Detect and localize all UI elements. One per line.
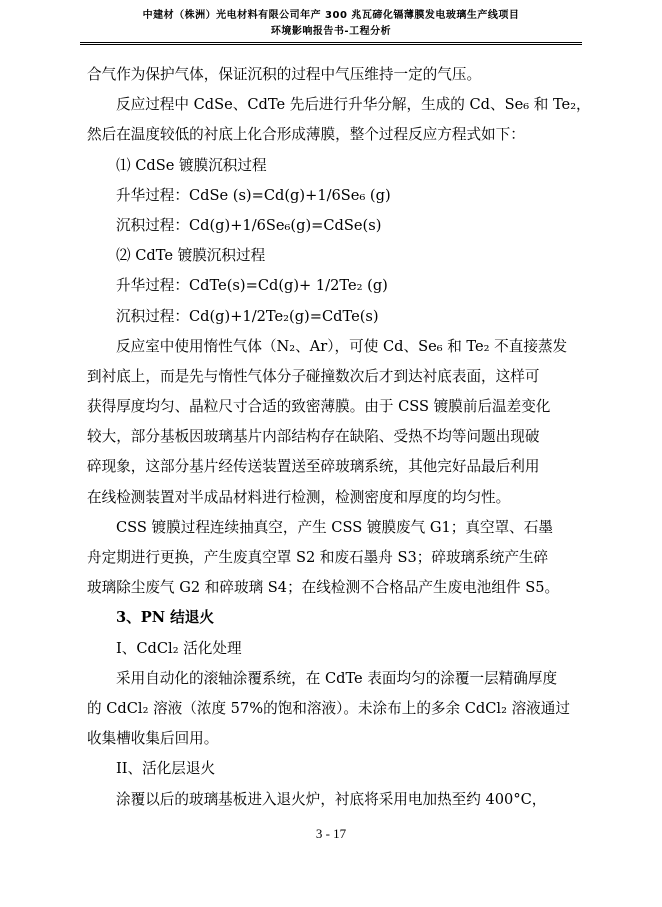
text-line: 采用自动化的滚轴涂覆系统，在 CdTe 表面均匀的涂覆一层精确厚度 <box>116 669 558 687</box>
body-text <box>87 60 591 815</box>
text-line: CSS 镀膜过程连续抽真空，产生 CSS 镀膜废气 G1；真空罩、石墨 <box>116 518 553 536</box>
text-line: ⑴ CdSe 镀膜沉积过程 <box>116 156 267 174</box>
header-subtitle: 环境影响报告书-工程分析 <box>270 26 392 37</box>
text-line: 玻璃除尘废气 G2 和碎玻璃 S4；在线检测不合格品产生废电池组件 S5。 <box>87 579 560 597</box>
page-number: 3 - 17 <box>315 826 347 841</box>
header-rule <box>80 42 582 45</box>
text-line: 反应过程中 CdSe、CdTe 先后进行升华分解，生成的 Cd、Se₆ 和 Te₂， <box>116 96 591 114</box>
text-line: 然后在温度较低的衬底上化合形成薄膜，整个过程反应方程式如下： <box>87 126 525 144</box>
text-line: 舟定期进行更换，产生废真空罩 S2 和废石墨舟 S3；碎玻璃系统产生碎 <box>87 549 549 566</box>
text-line: 合气作为保护气体，保证沉积的过程中气压维持一定的气压。 <box>87 66 482 83</box>
text-line: 沉积过程：Cd(g)+1/2Te₂(g)=CdTe(s) <box>116 307 379 325</box>
section-heading: 3、PN 结退火 <box>116 609 214 627</box>
text-line: 在线检测装置对半成品材料进行检测，检测密度和厚度的均匀性。 <box>87 488 511 506</box>
text-line: 碎现象，这部分基片经传送装置送至碎玻璃系统，其他完好品最后利用 <box>87 458 540 476</box>
text-line: II、活化层退火 <box>116 760 216 778</box>
text-line: 获得厚度均匀、晶粒尺寸合适的致密薄膜。由于 CSS 镀膜前后温差变化 <box>87 398 551 416</box>
text-line: 收集槽收集后回用。 <box>87 730 219 748</box>
text-line: 升华过程：CdTe(s)=Cd(g)+ 1/2Te₂ (g) <box>116 277 388 295</box>
running-header <box>80 8 582 40</box>
text-line: 到衬底上，而是先与惰性气体分子碰撞数次后才到达衬底表面，这样可 <box>87 367 540 385</box>
text-line: 沉积过程：Cd(g)+1/6Se₆(g)=CdSe(s) <box>116 216 382 234</box>
text-line: 涂覆以后的玻璃基板进入退火炉，衬底将采用电加热至约 400°C， <box>116 790 547 808</box>
text-line: 较大，部分基板因玻璃基片内部结构存在缺陷、受热不均等问题出现破 <box>87 428 540 446</box>
text-line: I、CdCl₂ 活化处理 <box>116 639 242 657</box>
text-line: ⑵ CdTe 镀膜沉积过程 <box>116 247 266 265</box>
text-line: 升华过程：CdSe (s)=Cd(g)+1/6Se₆ (g) <box>116 186 391 204</box>
text-line: 的 CdCl₂ 溶液（浓度 57%的饱和溶液）。未涂布上的多余 CdCl₂ 溶液通过 <box>87 699 570 717</box>
text-line: 反应室中使用惰性气体（N₂、Ar），可使 Cd、Se₆ 和 Te₂ 不直接蒸发 <box>116 337 568 355</box>
header-title: 中建材（株洲）光电材料有限公司年产 300 兆瓦碲化镉薄膜发电玻璃生产线项目 <box>142 10 520 21</box>
